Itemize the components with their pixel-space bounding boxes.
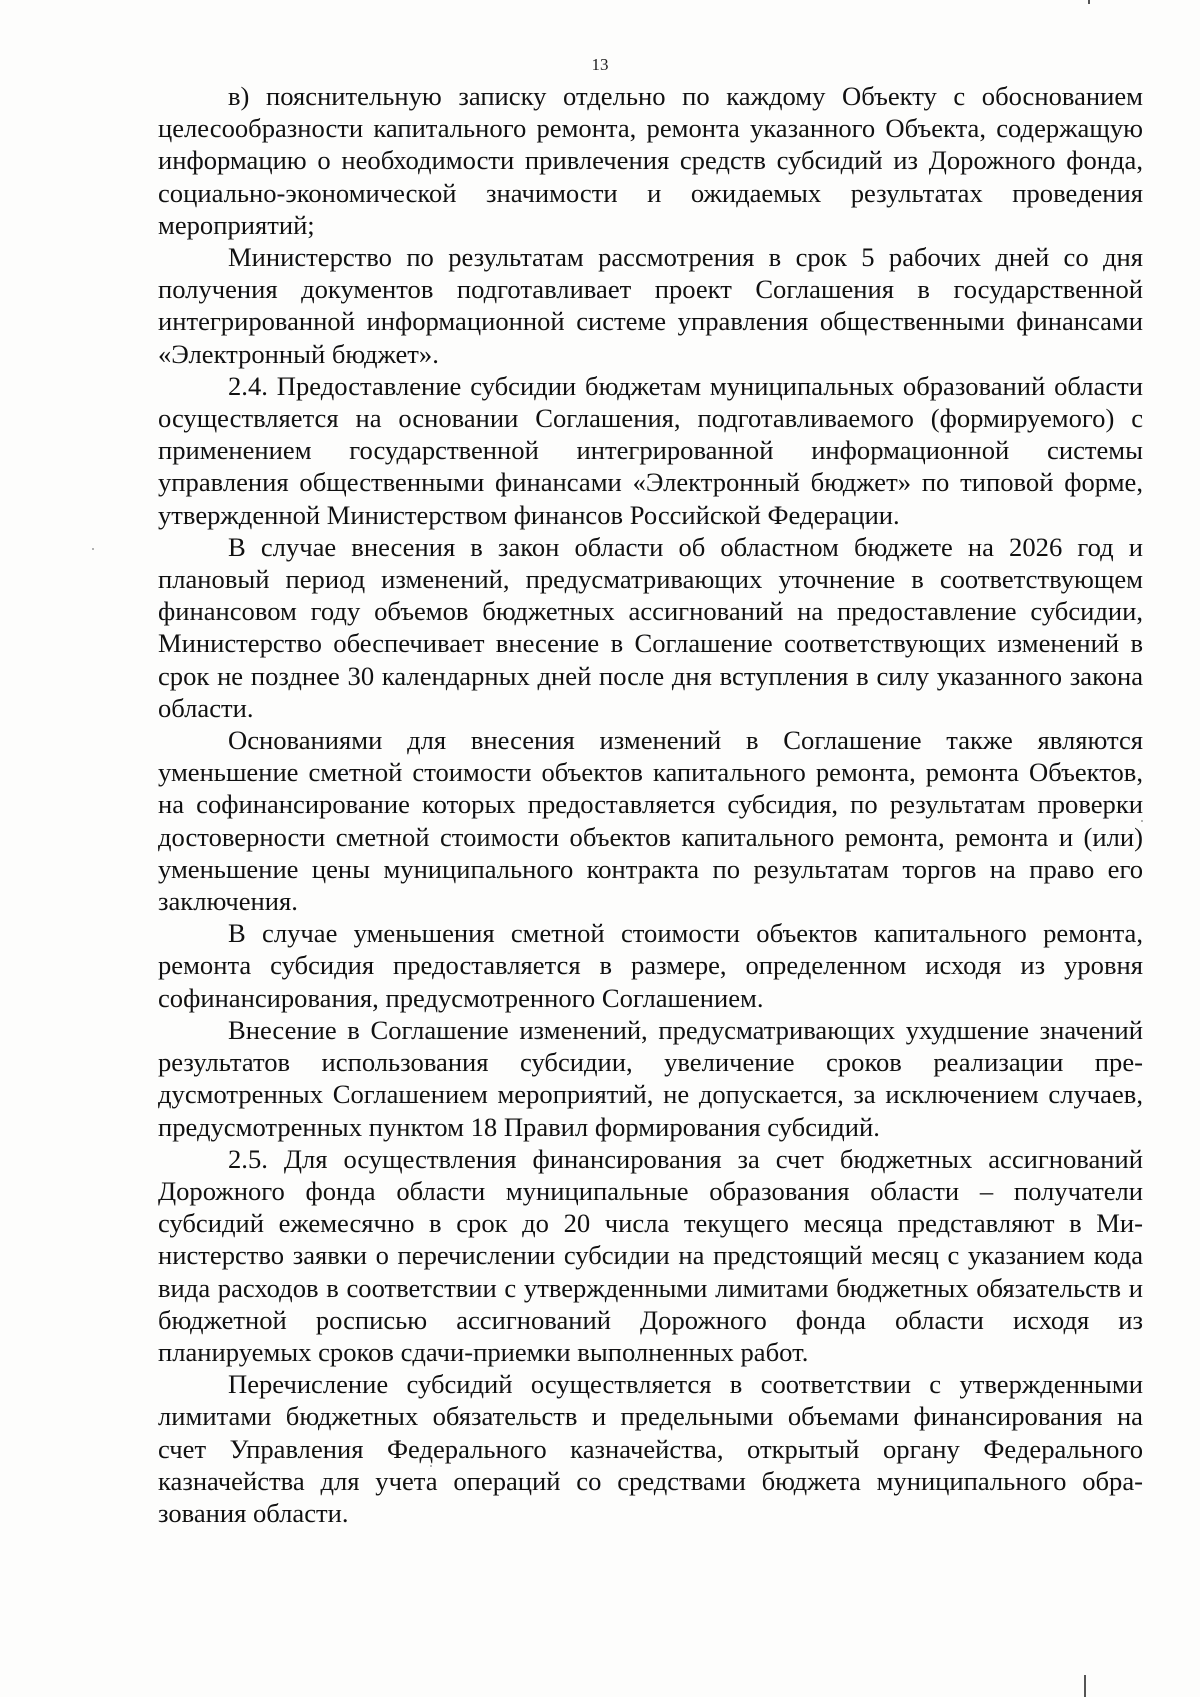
scan-speck [92, 548, 94, 550]
paragraph-results-deterioration: Внесение в Соглашение изменений, предусматривающих ухудшение значений результатов использования субсидии, увеличение сроков реализации предусмотренных Соглашением мероприятий, не допускается, за исключением случаев, предусмотренных пунктом 18 Правил формирования субсидий. [158, 1014, 1143, 1142]
paragraph-budget-law-changes: В случае внесения в закон области об областном бюджете на 2026 год и плановый период изменений, предусматривающих уточнение в соответствующем финансовом году объемов бюджетных ассигнований на предоставление субсидии, Министерство обеспечивает внесение в Соглашение соответствующих изменений в срок не позднее 30 календарных дней после дня вступления в силу указанного закона области. [158, 531, 1143, 723]
paragraph-transfer-of-subsidies: Перечисление субсидий осуществляется в соответствии с утвержденными лимитами бюджетных обязательств и предельными объемами финансирования на счет Управления Федерального казначейства, открытый органу Федерального казначейства для учета операций со средствами бюджета муниципального образования области. [158, 1369, 1143, 1528]
document-body [158, 80, 1143, 1529]
scan-edge-mark-bottom [1084, 1675, 1086, 1697]
scan-edge-mark-top [1088, 0, 1090, 4]
page-number: 13 [591, 55, 609, 74]
paragraph-grounds-for-changes: Основаниями для внесения изменений в Соглашение также являются уменьшение сметной стоимости объектов капитального ремонта, ремонта Объектов, на софинансирование которых предоставляется субсидия, по результатам проверки достоверности сметной стоимости объектов капитального ремонта, ремонта и (или) уменьшение цены муниципального контракта по результатам торгов на право его заключения. [158, 725, 1143, 917]
paragraph-explanatory-note: в) пояснительную записку отдельно по каждому Объекту с обоснованием целесообразности капитального ремонта, ремонта указанного Объекта, содержащую информацию о необходимости привлечения средств субсидий из Дорожного фонда, социально-экономической значимости и ожидаемых результатах проведения мероприятий; [158, 81, 1143, 240]
paragraph-cost-reduction: В случае уменьшения сметной стоимости объектов капитального ремонта, ремонта субсидия предоставляется в размере, определенном исходя из уровня софинансирования, предусмотренного Соглашением. [158, 918, 1143, 1013]
paragraph-section-2-4: 2.4. Предоставление субсидии бюджетам муниципальных образований области осуществляется на основании Соглашения, подготавливаемого (формируемого) с применением государственной интегрированной информационной системы управления общественными финансами «Электронный бюджет» по типовой форме, утвержденной Министерством финансов Российской Федерации. [158, 370, 1143, 530]
paragraph-ministry-review: Министерство по результатам рассмотрения в срок 5 рабочих дней со дня получения документов подготавливает проект Соглашения в государственной интегрированной информационной системе управления общественными финансами «Электронный бюджет». [158, 242, 1143, 369]
paragraph-section-2-5: 2.5. Для осуществления финансирования за счет бюджетных ассигнований Дорожного фонда области муниципальные образования области – получатели субсидий ежемесячно в срок до 20 числа текущего месяца представляют в Министерство заявки о перечислении субсидии на предстоящий месяц с указанием кода вида расходов в соответствии с утвержденными лимитами бюджетных обязательств и бюджетной росписью ассигнований Дорожного фонда области исходя из планируемых сроков сдачи-приемки выполненных работ. [158, 1143, 1143, 1367]
